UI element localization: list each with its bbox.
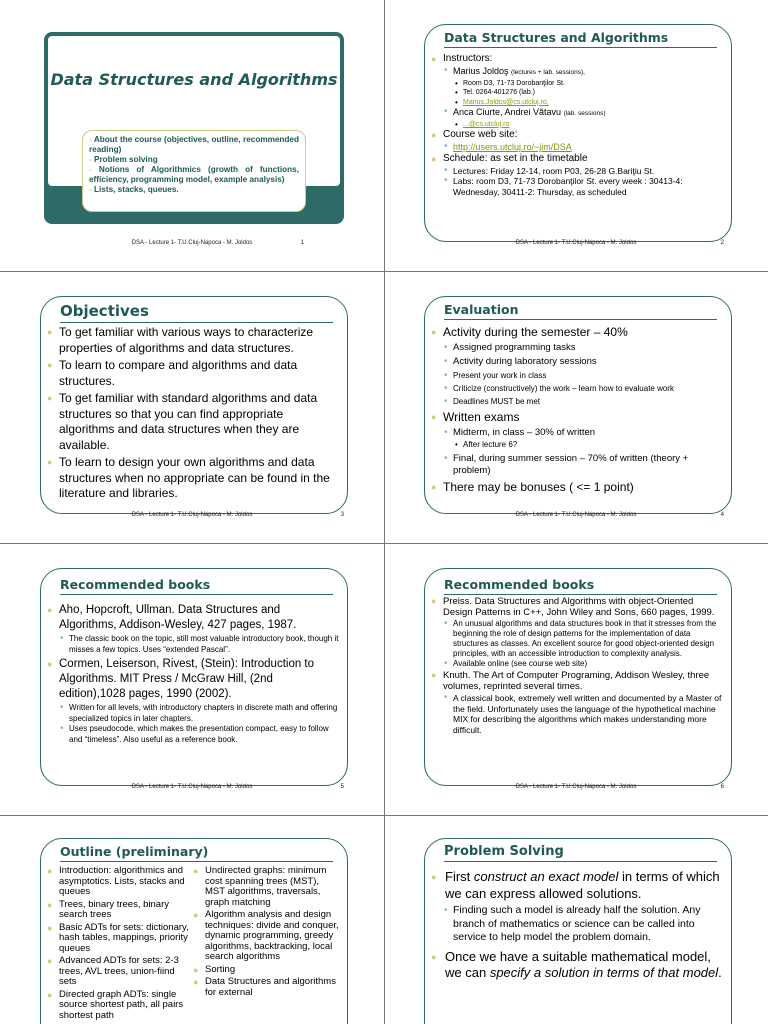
page-number: 4 — [720, 512, 724, 518]
list-item: ● To get familiar with standard algorithms and data structures so that you can find appropriate algorithms and data structures when they are available. — [47, 391, 339, 453]
footer-text: DSA - Lecture 1- T.U.Cluj-Napoca - M. Joldos — [131, 512, 253, 518]
slide-1 — [0, 0, 384, 271]
list-item: • Written for all levels, with introductory chapters in discrete math and offering specialized topics in later chapters. — [47, 703, 339, 724]
list-item: ● To learn to compare and algorithms and data structures. — [47, 358, 339, 389]
list-item: ● Algorithm analysis and design techniques: divide and conquer, dynamic programming, greedy algorithms, backtracking, local search algorithms — [193, 910, 339, 963]
slide-7 — [0, 816, 384, 1024]
email-link[interactable]: ...@cs.utcluj.ro — [463, 120, 510, 128]
slide-title: Problem Solving — [444, 844, 717, 862]
list-item: ● Aho, Hopcroft, Ullman. Data Structures and Algorithms, Addison-Wesley, 427 pages, 1987. — [47, 603, 339, 633]
slide-title: Outline (preliminary) — [60, 844, 333, 862]
list-item: ● Data Structures and algorithms for external — [193, 977, 339, 998]
slide-frame — [40, 568, 348, 786]
list-item: • Lectures: Friday 12-14, room P03, 26-28 G.Bariţiu St. — [431, 166, 723, 177]
list-item: • Uses pseudocode, which makes the presentation compact, easy to follow and “timeless”. Also useful as a reference book. — [47, 724, 339, 745]
footer-text: DSA - Lecture 1- T.U.Cluj-Napoca - M. Joldos — [515, 512, 637, 518]
list-item: • After lecture 6? — [431, 439, 723, 451]
slide-6 — [384, 544, 768, 815]
list-item: • A classical book, extremely well written and documented by a Master of the field. Unfortunately uses the language of the hypothetical machine MIX for describing the algorithms which makes understanding more difficult. — [431, 693, 723, 735]
list-item: ● Preiss. Data Structures and Algorithms with object-Oriented Design Patterns in C++, John Wiley and Sons, 660 pages, 1999. — [431, 596, 723, 618]
list-item: • Midterm, in class – 30% of written — [431, 426, 723, 439]
topic-item: - Problem solving — [89, 155, 158, 164]
footer-text: DSA - Lecture 1- T.U.Cluj-Napoca - M. Joldos — [515, 784, 637, 790]
slide-3 — [0, 272, 384, 543]
topics-box — [82, 130, 306, 212]
topic-item: - Notions of Algorithmics (growth of functions, efficiency, programming model, example analysis) — [89, 165, 299, 184]
topic-item: - Lists, stacks, queues. — [89, 185, 179, 194]
list-item: ● There may be bonuses ( <= 1 point) — [431, 480, 723, 495]
slide-5 — [0, 544, 384, 815]
list-item — [431, 98, 723, 108]
list-item: ● Advanced ADTs for sets: 2-3 trees, AVL trees, union-fiind sets — [47, 956, 193, 988]
course-web-link[interactable]: http://users.utcluj.ro/~jim/DSA — [453, 142, 572, 152]
list-item: • Anca Ciurte, Andrei Vătavu (lab. sessions) — [431, 107, 723, 120]
footer-text: DSA - Lecture 1- T.U.Cluj-Napoca - M. Joldos — [515, 240, 637, 246]
page-number: 5 — [340, 784, 344, 790]
slide-frame — [424, 24, 732, 242]
list-item: ● Directed graph ADTs: single source shortest path, all pairs shortest path — [47, 990, 193, 1022]
list-item: ● First construct an exact model in terms of which we can express allowed solutions. — [431, 869, 723, 902]
list-item: ● Basic ADTs for sets: dictionary, hash tables, mappings, priority queues — [47, 923, 193, 955]
list-item: ● Schedule: as set in the timetable — [431, 153, 723, 165]
slide-title: Evaluation — [444, 302, 717, 320]
slide-body — [431, 596, 723, 735]
list-item: • Tel. 0264-401276 (lab.) — [431, 88, 723, 98]
email-link[interactable]: Marius.Joldos@cs.utcluj.ro, — [463, 98, 549, 106]
list-item: ● Undirected graphs: minimum cost spanning trees (MST), MST algorithms, traversals, graph matching — [193, 866, 339, 908]
list-item: • Present your work in class — [431, 369, 723, 382]
page-number: 2 — [720, 240, 724, 246]
list-item: • An unusual algorithms and data structures book in that it stresses from the beginning the role of design patterns for the implementation of data structures as classes. An excellent source for good object-oriented design principles, with an accessible introduction to complexity analysis. — [431, 619, 723, 659]
slide-2 — [384, 0, 768, 271]
list-item — [431, 142, 723, 153]
slide-8 — [384, 816, 768, 1024]
topic-item: - About the course (objectives, outline, recommended reading) — [89, 135, 299, 154]
list-item: • Final, during summer session – 70% of written (theory + problem) — [431, 453, 723, 477]
slide-frame — [40, 838, 348, 1024]
list-item: ● To get familiar with various ways to characterize properties of algorithms and data structures. — [47, 325, 339, 356]
slide-title: Recommended books — [444, 577, 717, 595]
list-item: • Available online (see course web site) — [431, 659, 723, 669]
footer-text: DSA - Lecture 1- T.U.Cluj-Napoca - M. Joldos — [131, 240, 253, 246]
list-item: ● Activity during the semester – 40% — [431, 325, 723, 340]
slide-frame — [40, 296, 348, 514]
list-item: ● Introduction: algorithmics and asymptotics. Lists, stacks and queues — [47, 866, 193, 898]
list-item: • Labs: room D3, 71-73 Dorobanţilor St. every week : 30413-4: Wednesday, 30411-2: Thursday, as scheduled — [431, 176, 723, 197]
slide-body — [431, 53, 723, 197]
list-item: ● Once we have a suitable mathematical model, we can specify a solution in terms of that model. — [431, 949, 723, 982]
list-item: • Marius Joldoş (lectures + lab. sessions), — [431, 66, 723, 79]
footer-text: DSA - Lecture 1- T.U.Cluj-Napoca - M. Joldos — [131, 784, 253, 790]
slide-4 — [384, 272, 768, 543]
list-item: • Finding such a model is already half the solution. Any branch of mathematics or science can be called into service to help model the problem domain. — [431, 904, 723, 945]
list-item: ● Sorting — [193, 965, 339, 976]
slide-title: Objectives — [60, 302, 333, 323]
slide-body — [47, 603, 339, 745]
slide-title: Data Structures and Algorithms — [444, 30, 717, 48]
slide-frame — [424, 838, 732, 1024]
list-item: • Criticize (constructively) the work – learn how to evaluate work — [431, 382, 723, 395]
list-item: • Assigned programming tasks — [431, 341, 723, 355]
list-item: ● Knuth. The Art of Computer Programing, Addison Wesley, three volumes, reprinted several times. — [431, 670, 723, 692]
list-item: ● To learn to design your own algorithms and data structures when no appropriate can be found in the literature and libraries. — [47, 455, 339, 502]
slide-body — [431, 869, 723, 983]
slide-body — [47, 325, 339, 503]
slide-frame — [424, 568, 732, 786]
page-number: 1 — [300, 240, 304, 246]
list-item: ● Trees, binary trees, binary search trees — [47, 900, 193, 921]
list-item: ● Course web site: — [431, 129, 723, 141]
list-item: • Room D3, 71-73 Dorobanţilor St. — [431, 79, 723, 89]
list-item: ● Cormen, Leiserson, Rivest, (Stein): Introduction to Algorithms. MIT Press / McGraw Hill, (2nd edition),1028 pages, 1990 (2002). — [47, 657, 339, 702]
list-item: • Activity during laboratory sessions — [431, 355, 723, 369]
list-item: ● Instructors: — [431, 53, 723, 65]
list-item — [431, 120, 723, 130]
slide-title: Data Structures and Algorithms — [50, 70, 338, 89]
page-number: 3 — [340, 512, 344, 518]
list-item: • The classic book on the topic, still most valuable introductory book, though it misses a few topics. Uses “extended Pascal”. — [47, 634, 339, 655]
page-number: 6 — [720, 784, 724, 790]
list-item: • Deadlines MUST be met — [431, 395, 723, 408]
slide-frame — [424, 296, 732, 514]
list-item: ● Written exams — [431, 410, 723, 425]
slide-body — [47, 866, 339, 1022]
slide-body — [431, 325, 723, 496]
slide-title: Recommended books — [60, 577, 333, 595]
